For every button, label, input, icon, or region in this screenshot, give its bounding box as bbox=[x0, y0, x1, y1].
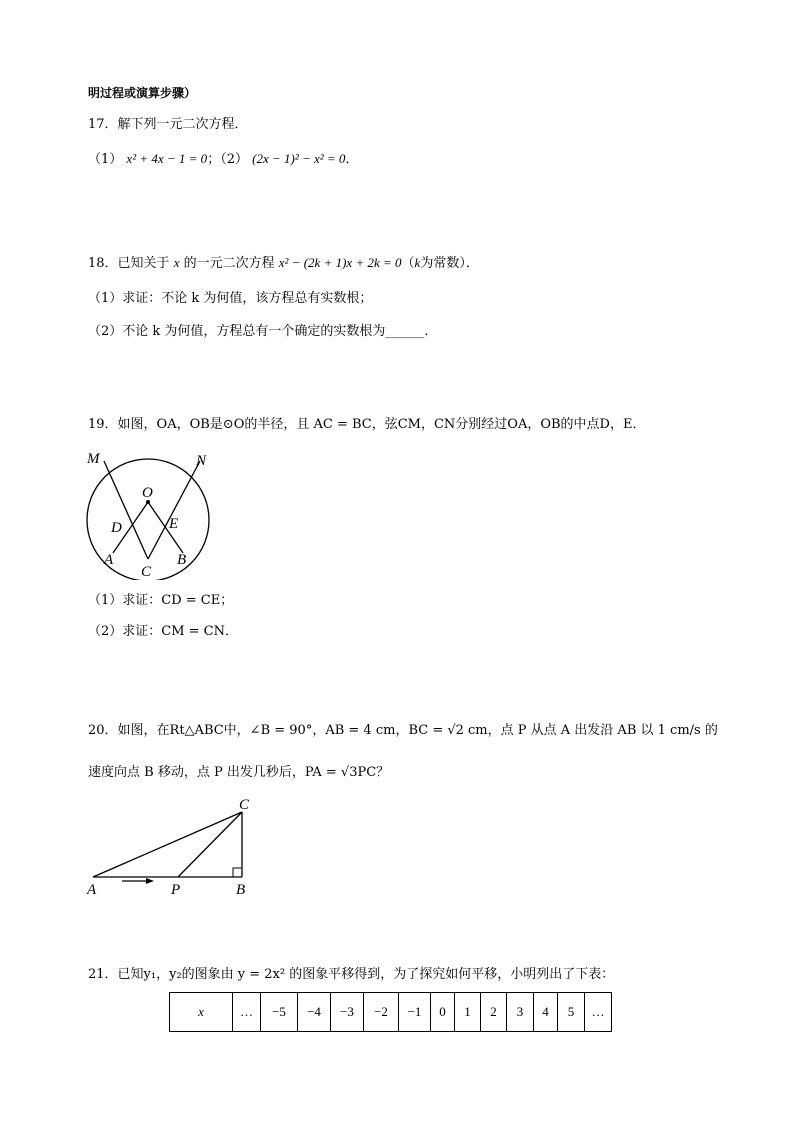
segment-pc bbox=[178, 812, 242, 877]
label-o: O bbox=[142, 485, 153, 501]
question-text: 如图，OA，OB是⊙O的半径，且 AC = BC，弦CM，CN分别经过OA，OB的中点D，E． bbox=[117, 417, 646, 432]
label-c: C bbox=[239, 797, 250, 813]
question-21-stem bbox=[88, 966, 614, 984]
variable-x: x bbox=[173, 255, 180, 270]
table-cell: 3 bbox=[507, 993, 534, 1032]
part-label: （2） bbox=[220, 152, 248, 167]
question-text: 已知关于 bbox=[117, 256, 170, 271]
question-text: 如图，在Rt△ABC中，∠B = 90°，AB = 4 cm，BC = √2 cm，点 P 从点 A 出发沿 AB 以 1 cm/s 的 bbox=[117, 723, 718, 738]
table-cell: 5 bbox=[558, 993, 585, 1032]
table-cell: 4 bbox=[534, 993, 558, 1032]
variable-k: k bbox=[414, 255, 421, 270]
question-number: 17． bbox=[88, 117, 118, 132]
table-cell: −2 bbox=[364, 993, 399, 1032]
question-19-stem bbox=[88, 416, 645, 434]
question-18-part-1: （1）求证：不论 k 为何值，该方程总有实数根； bbox=[88, 291, 373, 306]
label-a: A bbox=[87, 882, 97, 897]
end-mark: ． bbox=[345, 152, 359, 167]
question-17-stem bbox=[88, 116, 248, 134]
question-text: 的一元二次方程 bbox=[183, 256, 275, 271]
question-20-stem-line-1 bbox=[88, 722, 718, 740]
chord-cn bbox=[148, 461, 200, 559]
equation-1: x² + 4x − 1 = 0 bbox=[126, 151, 208, 166]
table-cell: −3 bbox=[331, 993, 364, 1032]
part-label: （1） bbox=[88, 152, 123, 167]
question-number: 19． bbox=[88, 417, 118, 432]
table-cell: 1 bbox=[455, 993, 481, 1032]
question-text: 已知y₁，y₂的图象由 y = 2x² 的图象平移得到，为了探究如何平移，小明列出了下表： bbox=[117, 967, 615, 982]
value-table bbox=[169, 992, 612, 1032]
triangle-figure bbox=[84, 793, 260, 897]
question-18-stem bbox=[88, 254, 479, 273]
right-angle-mark bbox=[233, 868, 242, 877]
question-number: 20． bbox=[88, 723, 118, 738]
table-cell: … bbox=[233, 993, 261, 1032]
equation-2: (2x − 1)² − x² = 0 bbox=[252, 151, 346, 166]
question-20-stem-line-2: 速度向点 B 移动，点 P 出发几秒后，PA = √3PC？ bbox=[88, 765, 390, 780]
question-19-part-2: （2）求证：CM = CN． bbox=[88, 624, 239, 639]
question-18-part-2: （2）不论 k 为何值，方程总有一个确定的实数根为______． bbox=[88, 324, 438, 339]
table-cell: … bbox=[585, 993, 612, 1032]
label-e: E bbox=[169, 516, 179, 532]
question-19-part-1: （1）求证：CD = CE； bbox=[88, 593, 234, 608]
separator: ； bbox=[207, 152, 221, 167]
question-number: 18． bbox=[88, 256, 118, 271]
label-d: D bbox=[111, 520, 122, 536]
label-b: B bbox=[177, 552, 187, 568]
table-cell: 2 bbox=[481, 993, 507, 1032]
question-text: （ bbox=[401, 256, 415, 271]
section-instruction-continued: 明过程或演算步骤） bbox=[88, 86, 197, 100]
chord-cm bbox=[104, 461, 148, 559]
label-b: B bbox=[236, 882, 246, 897]
side-ac bbox=[93, 812, 242, 877]
label-n: N bbox=[196, 453, 207, 469]
table-header-cell: x bbox=[170, 993, 233, 1032]
arrow-head bbox=[146, 878, 154, 884]
circle-figure bbox=[84, 446, 220, 580]
table-cell: −5 bbox=[261, 993, 298, 1032]
question-17-parts bbox=[88, 150, 358, 169]
question-text: 解下列一元二次方程． bbox=[117, 117, 248, 132]
label-a: A bbox=[104, 552, 114, 568]
table-row bbox=[170, 993, 612, 1032]
label-p: P bbox=[171, 882, 181, 897]
question-text: 为常数）． bbox=[420, 256, 479, 271]
question-number: 21． bbox=[88, 967, 118, 982]
table-cell: 0 bbox=[431, 993, 455, 1032]
table-cell: −4 bbox=[298, 993, 331, 1032]
label-m: M bbox=[87, 451, 100, 467]
label-c: C bbox=[141, 564, 152, 580]
equation: x² − (2k + 1)x + 2k = 0 bbox=[278, 255, 402, 270]
table-cell: −1 bbox=[399, 993, 431, 1032]
